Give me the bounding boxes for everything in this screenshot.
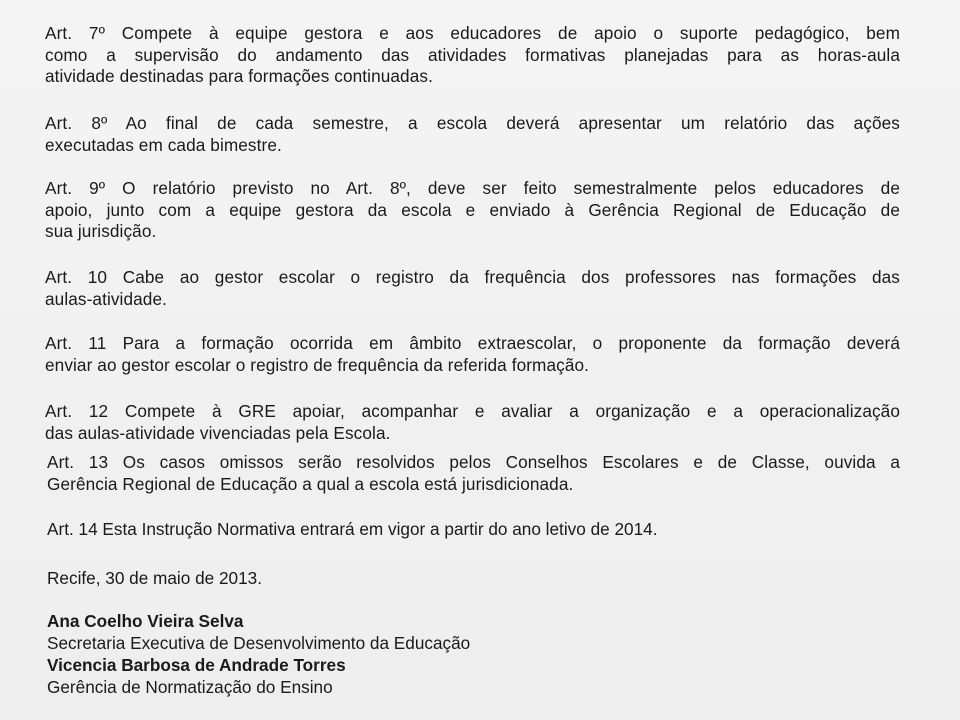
- article-11: [45, 333, 900, 376]
- article-8-line-1: Art. 8º Ao final de cada semestre, a escola deverá apresentar um relatório das ações: [45, 113, 900, 133]
- article-13-line-2: Gerência Regional de Educação a qual a escola está jurisdicionada.: [47, 473, 574, 494]
- signatory-name-1: Ana Coelho Vieira Selva: [47, 611, 244, 631]
- article-9: [45, 178, 900, 243]
- date-line: Recife, 30 de maio de 2013.: [47, 568, 262, 588]
- article-8-line-2: executadas em cada bimestre.: [45, 134, 282, 155]
- article-9-line-2: apoio, junto com a equipe gestora da escola e enviado à Gerência Regional de Educação de: [45, 199, 900, 220]
- article-14: Art. 14 Esta Instrução Normativa entrará em vigor a partir do ano letivo de 2014.: [47, 519, 658, 539]
- article-8: [45, 113, 900, 156]
- signatory-name-2: Vicencia Barbosa de Andrade Torres: [47, 655, 346, 675]
- article-11-line-1: Art. 11 Para a formação ocorrida em âmbito extraescolar, o proponente da formação deverá: [45, 333, 900, 353]
- article-7-line-3: atividade destinadas para formações continuadas.: [45, 66, 433, 86]
- article-7: [45, 23, 900, 88]
- article-7-line-2: como a supervisão do andamento das atividades formativas planejadas para as horas-aula: [45, 44, 900, 65]
- article-9-line-1: Art. 9º O relatório previsto no Art. 8º, deve ser feito semestralmente pelos educadores de: [45, 178, 900, 198]
- article-11-line-2: enviar ao gestor escolar o registro de frequência da referida formação.: [45, 354, 590, 375]
- article-10: [45, 267, 900, 310]
- signatory-role-2: Gerência de Normatização do Ensino: [47, 677, 333, 697]
- article-9-line-3: sua jurisdição.: [45, 221, 157, 241]
- article-12-line-1: Art. 12 Compete à GRE apoiar, acompanhar e avaliar a organização e a operacionalização: [45, 401, 900, 421]
- article-12: [45, 401, 900, 444]
- signatory-role-1: Secretaria Executiva de Desenvolvimento da Educação: [47, 633, 471, 653]
- article-13-line-1: Art. 13 Os casos omissos serão resolvidos pelos Conselhos Escolares e de Classe, ouvida a: [47, 452, 900, 472]
- article-12-line-2: das aulas-atividade vivenciadas pela Escola.: [45, 422, 391, 443]
- article-7-line-1: Art. 7º Compete à equipe gestora e aos educadores de apoio o suporte pedagógico, bem: [45, 23, 900, 43]
- article-10-line-1: Art. 10 Cabe ao gestor escolar o registro da frequência dos professores nas formações das: [45, 267, 900, 287]
- article-13: [47, 452, 900, 495]
- article-10-line-2: aulas-atividade.: [45, 288, 167, 309]
